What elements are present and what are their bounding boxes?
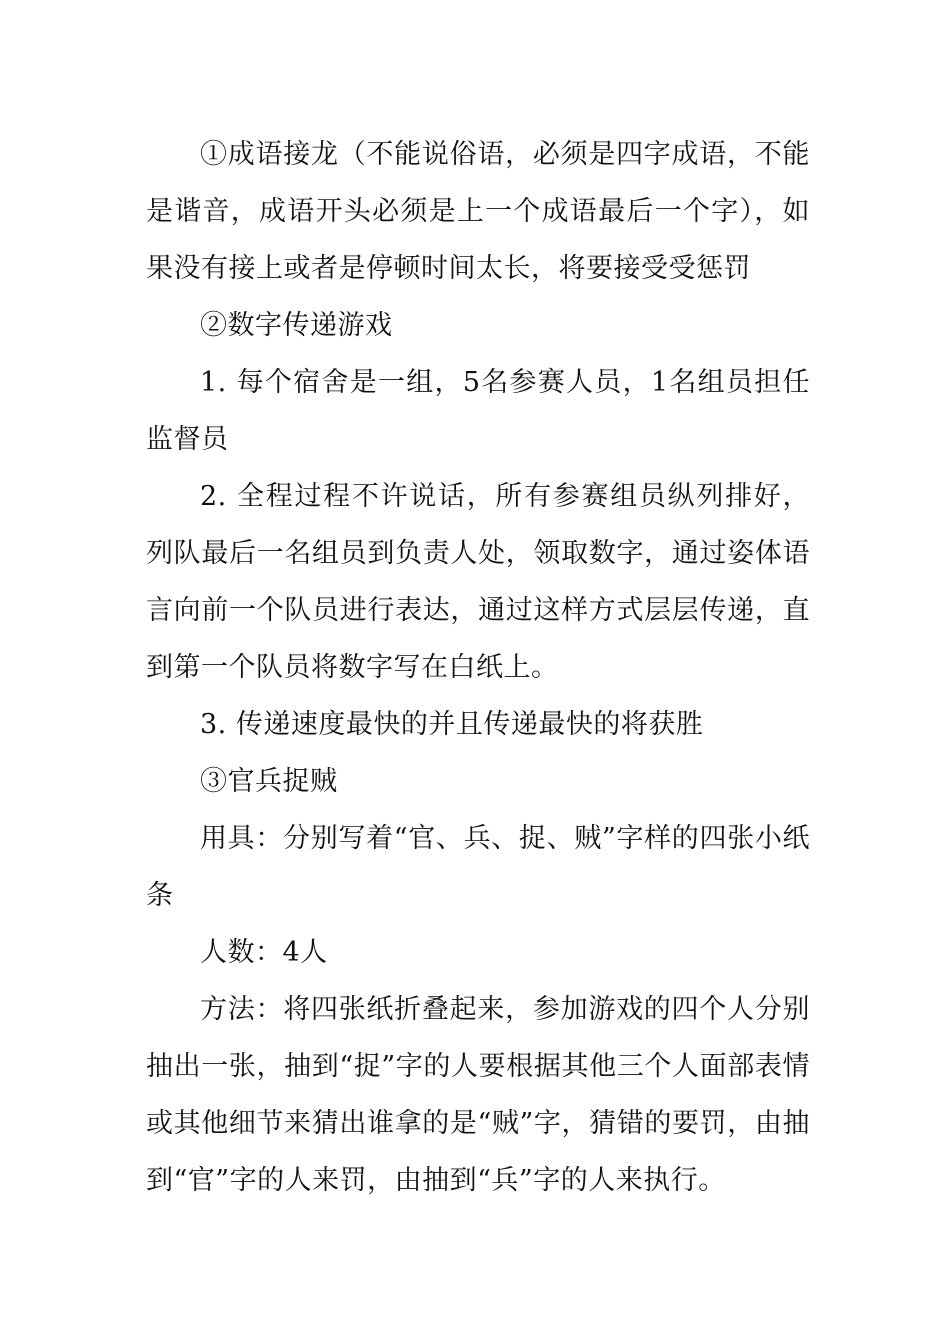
heading-officers-catch-thief: ③官兵捉贼: [200, 766, 338, 797]
paragraph-method: 方法：将四张纸折叠起来，参加游戏的四个人分别抽出一张，抽到“捉”字的人要根据其他三个人面部表情或其他细节来猜出谁拿的是“贼”字，猜错的要罚，由抽到“官”字的人来罚，由抽到“兵”字的人来执行。: [146, 994, 810, 1196]
paragraph-idiom-chain: ①成语接龙（不能说俗语，必须是四字成语，不能是谐音，成语开头必须是上一个成语最后一个字），如果没有接上或者是停顿时间太长，将要接受受惩罚: [146, 139, 810, 284]
paragraph-rule-1: 1. 每个宿舍是一组，5名参赛人员，1名组员担任监督员: [146, 367, 810, 455]
paragraph-rule-2: 2. 全程过程不许说话，所有参赛组员纵列排好，列队最后一名组员到负责人处，领取数字，通过姿体语言向前一个队员进行表达，通过这样方式层层传递，直到第一个队员将数字写在白纸上。: [146, 481, 810, 683]
paragraph-rule-3: 3. 传递速度最快的并且传递最快的将获胜: [200, 709, 704, 740]
heading-number-relay: ②数字传递游戏: [200, 310, 393, 341]
document-body: [146, 126, 810, 1209]
paragraph-player-count: 人数：4人: [200, 937, 328, 968]
paragraph-tools: 用具：分别写着“官、兵、捉、贼”字样的四张小纸条: [146, 823, 810, 911]
